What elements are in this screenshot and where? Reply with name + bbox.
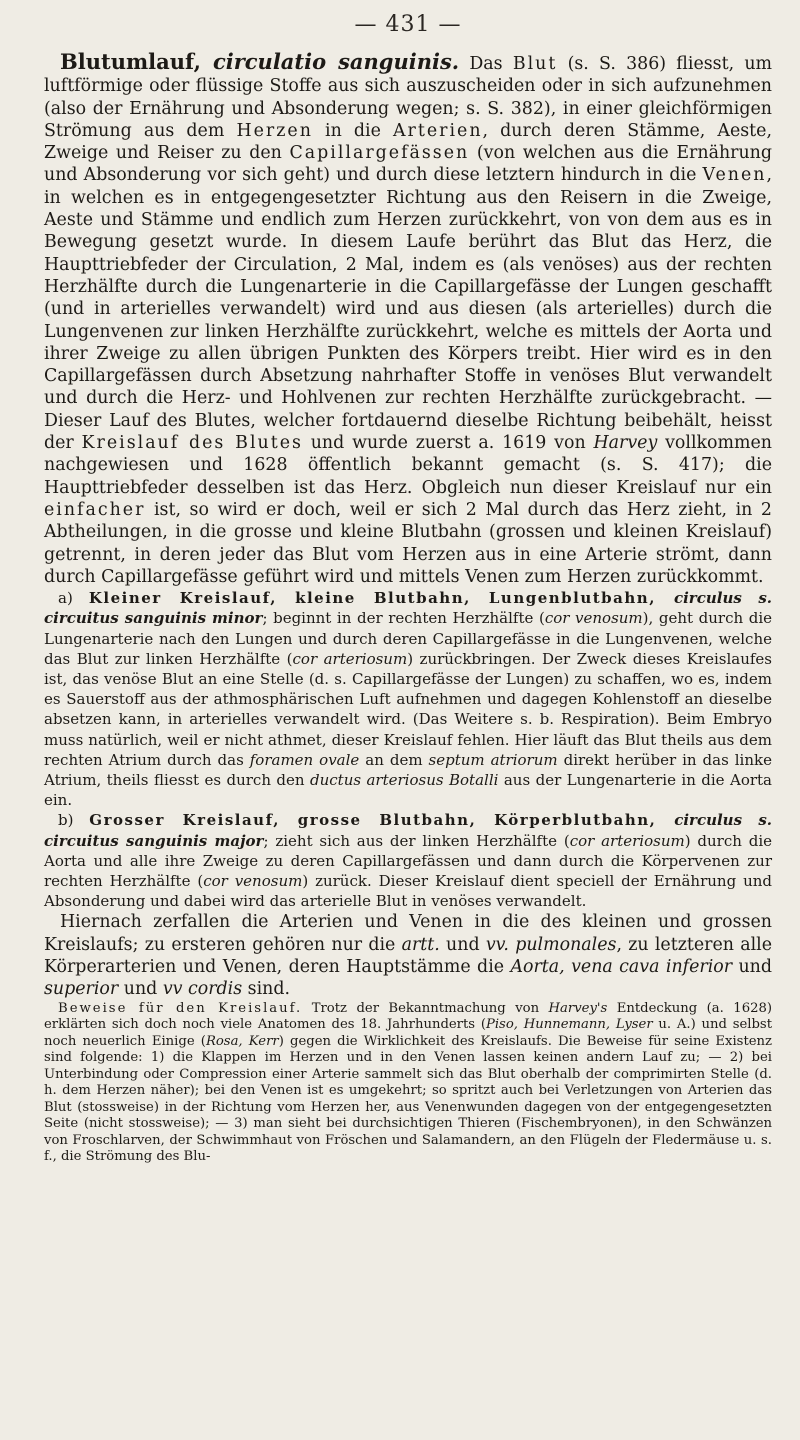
paragraph_1-segment: Capillargefässen bbox=[289, 143, 470, 164]
paragraph_2-segment: und bbox=[118, 979, 163, 1000]
paragraph_1-segment: Arterien bbox=[393, 120, 483, 141]
paragraph_a-segment: cor venosum bbox=[544, 609, 643, 628]
paragraph_1-segment: Blut bbox=[512, 54, 558, 74]
entry-title-german: Blutumlauf, bbox=[60, 49, 201, 74]
paragraph_a-segment: ), geht durch die Lungenarterie nach den Lungen und durch deren Capillargefässe in die Lungenvenen, welche das Blut zur linken Herzhälfte ( bbox=[44, 609, 772, 668]
paragraph_b-segment: ) zurück. Dieser Kreislauf dient speciell der Ernährung und Absonderung und dabei wird das arterielle Blut in venöses verwandelt. bbox=[44, 871, 772, 911]
paragraph_1-segment: ist, so wird er doch, weil er sich 2 Mal durch das Herz zieht, in 2 Abtheilungen, in die grosse und kleine Blutbahn (grossen und kleinen Kreislauf) getrennt, in deren jeder das Blut vom Herzen aus in eine Arterie strömt, dann durch Capillargefässe geführt wird und mittels Venen zum Herzen zurückkommt. bbox=[44, 499, 772, 587]
paragraph_3-segment: Harvey's bbox=[548, 1000, 608, 1016]
paragraph_1-segment: (von welchen aus die Ernährung und Absonderung vor sich geht) und durch diese letztern hindurch in die bbox=[44, 143, 772, 186]
paragraph_2-segment: , zu letzteren alle Körperarterien und Venen, deren Hauptstämme die bbox=[44, 934, 772, 977]
paragraph-arteries-veins bbox=[44, 911, 772, 1000]
paragraph_1-segment: , durch deren Stämme, Aeste, Zweige und Reiser zu den bbox=[44, 120, 772, 164]
paragraph-great-circulation bbox=[44, 810, 772, 911]
paragraph_1-segment: einfacher bbox=[44, 499, 146, 520]
paragraph_2-segment: superior bbox=[44, 979, 119, 1000]
paragraph_2-segment: Hiernach zerfallen die Arterien und Venen in die des kleinen und grossen Kreislaufs; zu ersteren gehören nur die bbox=[44, 912, 772, 955]
paragraph_3-segment: u. A.) und selbst noch neuerlich Einige ( bbox=[44, 1017, 772, 1049]
paragraph_a-segment: ) zurückbringen. Der Zweck dieses Kreislaufes ist, das venöse Blut an eine Stelle (d. s. Capillargefässe der Lungen) zu schaffen, wo es, indem es Sauerstoff aus der athmosphärischen Luft aufnehmen und dagegen Kohlenstoff an dieselbe absetzen kann, in arterielles verwandelt wird. (Das Weitere s. b. Respiration). Beim Embryo muss natürlich, weil er nicht athmet, dieser Kreislauf fehlen. Hier läuft das Blut theils aus dem rechten Atrium durch das bbox=[44, 649, 773, 769]
paragraph_a-segment: septum atriorum bbox=[428, 750, 558, 769]
paragraph_3-segment: Entdeckung (a. 1628) erklärten sich doch noch viele Anatomen des 18. Jahrhunderts ( bbox=[44, 1000, 773, 1033]
paragraph_3-segment: ) gegen die Wirklichkeit des Kreislaufs. Die Beweise für seine Existenz sind folgende: 1) die Klappen im Herzen und in den Venen lassen keinen andern Lauf zu; — 2) bei Unterbindung oder Compression einer Arterie sammelt sich das Blut oberhalb der comprimirten Stelle (d. h. dem Herzen näher); bei den Venen ist es umgekehrt; so spritzt auch bei Verletzungen von Arterien das Blut (stossweise) in der Richtung vom Herzen her, aus Venenwunden dagegen von der entgegengesetzten Seite (nicht stossweise); — 3) man sieht bei durchsichtigen Thieren (Fischembryonen), in den Schwänzen von Froschlarven, der Schwimmhaut von Fröschen und Salamandern, an den Flügeln der Fledermäuse u. s. f., die Strömung des Blu- bbox=[44, 1033, 772, 1165]
paragraph_2-segment: vv. pulmonales bbox=[485, 934, 617, 955]
paragraph_a-segment: Kleiner Kreislauf, kleine Blutbahn, Lungenblutbahn, bbox=[88, 589, 674, 608]
paragraph_a-segment: a) bbox=[58, 589, 89, 608]
paragraph_b-segment: circulus s. circuitus sanguinis major bbox=[44, 811, 772, 850]
paragraph_b-segment: b) bbox=[58, 811, 90, 830]
paragraph_a-segment: an dem bbox=[359, 750, 429, 769]
paragraph_a-segment: cor arteriosum bbox=[292, 649, 408, 668]
paragraph_a-segment: direkt herüber in das linke Atrium, theils fliesst es durch den bbox=[44, 750, 772, 789]
paragraph_a-segment: foramen ovale bbox=[249, 750, 360, 769]
paragraph_1-segment: , in welchen es in entgegengesetzter Richtung aus den Reisern in die Zweige, Aeste und Stämme und endlich zum Herzen zurückkehrt, von von dem aus es in Bewegung gesetzt wurde. In diesem Laufe berührt das Blut das Herz, die Haupttriebfeder der Circulation, 2 Mal, indem es (als venöses) aus der rechten Herzhälfte durch die Lungenarterie in die Capillargefässe der Lungen geschafft (und in arterielles verwandelt) wird und aus diesen (als arterielles) durch die Lungenvenen zur linken Herzhälfte zurückkehrt, welche es mittels der Aorta und ihrer Zweige zu allen übrigen Punkten des Körpers treibt. Hier wird es in den Capillargefässen durch Absetzung nahrhafter Stoffe in venöses Blut verwandelt und durch die Herz- und Hohlvenen zur rechten Herzhälfte zurückgebracht. — Dieser Lauf des Blutes, welcher fortdauernd dieselbe Richtung beibehält, heisst der bbox=[44, 165, 772, 454]
paragraph_3-segment: Rosa, Kerr bbox=[205, 1033, 279, 1049]
paragraph_a-segment: aus der Lungenarterie in die Aorta ein. bbox=[44, 770, 773, 810]
paragraph_1-segment: und wurde zuerst a. 1619 von bbox=[302, 433, 594, 454]
paragraph_3-segment: Piso, Hunnemann, Lyser bbox=[485, 1017, 653, 1033]
paragraph_2-segment: sind. bbox=[242, 979, 291, 1000]
entry-paragraph-intro bbox=[44, 51, 772, 588]
paragraph_2-segment: vv cordis bbox=[162, 979, 243, 1000]
paragraph_1-segment: vollkommen nachgewiesen und 1628 öffentlich bekannt gemacht (s. S. 417); die Haupttriebfeder desselben ist das Herz. Obgleich nun dieser Kreislauf nur ein bbox=[44, 433, 772, 498]
paragraph_2-segment: artt. bbox=[401, 934, 440, 955]
paragraph_a-segment: circulus s. circuitus sanguinis minor bbox=[44, 589, 772, 628]
paragraph_b-segment: Grosser Kreislauf, grosse Blutbahn, Körperblutbahn, bbox=[89, 811, 675, 830]
paragraph-evidence bbox=[44, 1001, 772, 1166]
paragraph_1-segment: Harvey bbox=[593, 433, 658, 454]
paragraph_2-segment: und bbox=[439, 934, 486, 955]
page-number: — 431 — bbox=[354, 12, 462, 37]
paragraph_1-segment: Das bbox=[469, 54, 513, 74]
paragraph_1-segment: (s. S. 386) fliesst, um luftförmige oder flüssige Stoffe aus sich auszuscheiden oder in sich aufzunehmen (also der Ernährung und Absonderung wegen; s. S. 382), in einer gleichförmigen Strömung aus dem bbox=[44, 54, 773, 141]
entry-title-latin: circulatio sanguinis. bbox=[212, 49, 460, 74]
paragraph_a-segment: ; beginnt in der rechten Herzhälfte ( bbox=[262, 609, 545, 628]
paragraph_a-segment: ductus arteriosus Botalli bbox=[310, 770, 499, 789]
entry-title bbox=[60, 49, 459, 74]
paragraph_1-segment: in die bbox=[312, 120, 393, 141]
paragraph_1-segment: Venen bbox=[702, 165, 767, 186]
paragraph_2-segment: und bbox=[732, 956, 772, 977]
paragraph_b-segment: ) durch die Aorta und alle ihre Zweige zu deren Capillargefässen und dann durch die Körpervenen zur rechten Herzhälfte ( bbox=[44, 831, 772, 890]
paragraph_1-segment: Herzen bbox=[236, 120, 313, 141]
paragraph_2-segment: Aorta, vena cava inferior bbox=[510, 956, 733, 977]
paragraph-intro-text bbox=[44, 54, 772, 587]
paragraph-small-circulation bbox=[44, 588, 772, 810]
paragraph_3-segment: Beweise für den Kreislauf. bbox=[58, 1000, 303, 1016]
paragraph_b-segment: cor venosum bbox=[203, 871, 303, 890]
paragraph_3-segment: Trotz der Bekanntmachung von bbox=[302, 1000, 549, 1016]
paragraph_1-segment: Kreislauf des Blutes bbox=[81, 433, 303, 454]
paragraph_b-segment: ; zieht sich aus der linken Herzhälfte ( bbox=[263, 831, 570, 850]
paragraph_b-segment: cor arteriosum bbox=[569, 831, 685, 850]
